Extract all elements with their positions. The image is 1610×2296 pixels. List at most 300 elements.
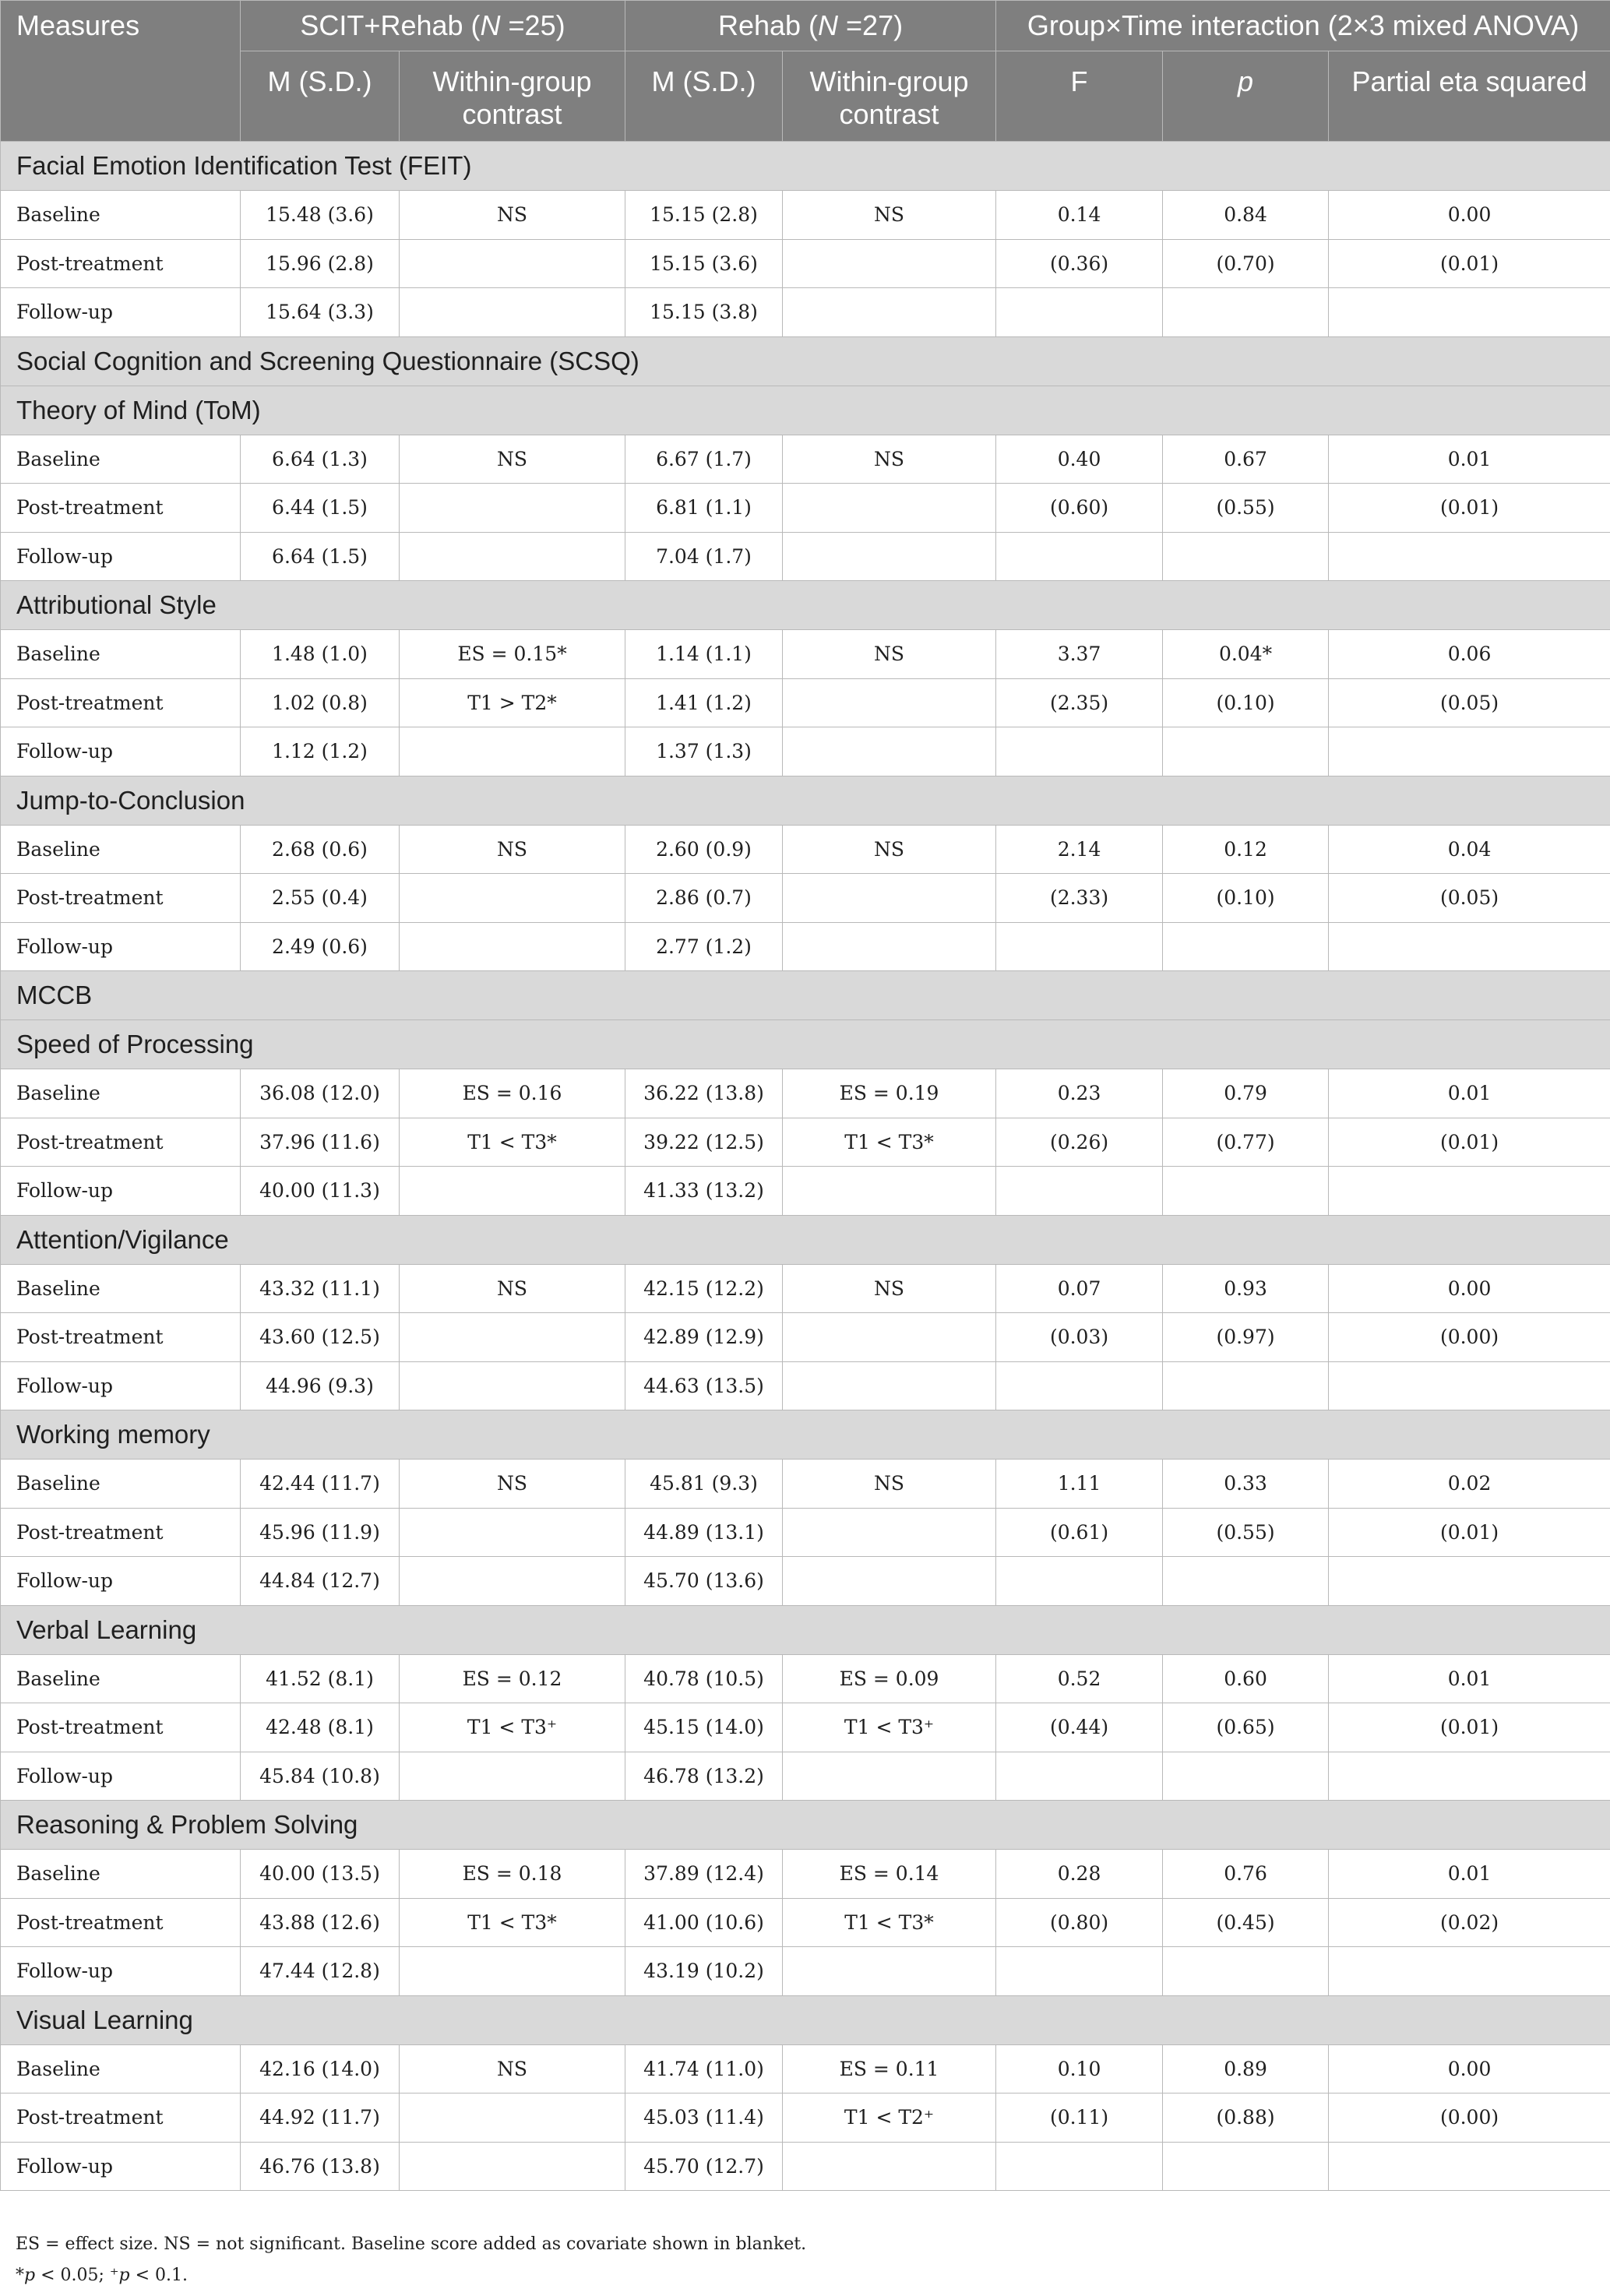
cell-row-label: Post-treatment [1,1703,241,1752]
cell-interaction-eta [1329,288,1610,337]
cell-rehab-mean-sd: 7.04 (1.7) [625,532,783,581]
cell-scit-within: ES = 0.16 [400,1069,625,1118]
cell-scit-within: NS [400,1264,625,1313]
cell-interaction-f: (2.35) [996,678,1163,727]
note-p1: p [24,2266,36,2285]
cell-scit-within [400,239,625,288]
cell-interaction-p: 0.76 [1163,1850,1329,1899]
table-row [1,2142,1610,2191]
cell-rehab-mean-sd: 45.70 (12.7) [625,2142,783,2191]
cell-row-label: Baseline [1,191,241,240]
section-row [1,1215,1610,1264]
cell-row-label: Baseline [1,825,241,874]
section-row [1,1801,1610,1850]
cell-rehab-mean-sd: 46.78 (13.2) [625,1752,783,1801]
cell-interaction-p: (0.10) [1163,678,1329,727]
section-label: Working memory [1,1410,1610,1460]
cell-row-label: Baseline [1,435,241,484]
note-mid: < 0.05; [35,2266,110,2285]
section-row [1,971,1610,1020]
cell-interaction-f: (0.36) [996,239,1163,288]
cell-rehab-mean-sd: 15.15 (3.6) [625,239,783,288]
cell-interaction-f: 2.14 [996,825,1163,874]
cell-interaction-eta [1329,532,1610,581]
cell-scit-mean-sd: 6.64 (1.5) [241,532,400,581]
cell-interaction-p [1163,1947,1329,1996]
cell-interaction-f: 1.11 [996,1460,1163,1509]
table-row [1,1167,1610,1216]
cell-interaction-eta [1329,2142,1610,2191]
header-row-groups [1,1,1610,51]
cell-interaction-p [1163,532,1329,581]
cell-rehab-mean-sd: 42.15 (12.2) [625,1264,783,1313]
cell-rehab-within: ES = 0.14 [783,1850,996,1899]
cell-interaction-p: (0.45) [1163,1898,1329,1947]
cell-interaction-f: (2.33) [996,874,1163,923]
cell-scit-within [400,288,625,337]
cell-row-label: Baseline [1,1850,241,1899]
cell-rehab-mean-sd: 6.67 (1.7) [625,435,783,484]
note-p2: p [118,2266,130,2285]
table-row [1,435,1610,484]
cell-interaction-eta [1329,1557,1610,1606]
cell-interaction-p: (0.70) [1163,239,1329,288]
cell-interaction-p: (0.88) [1163,2094,1329,2143]
cell-interaction-p [1163,727,1329,776]
table-row [1,1264,1610,1313]
cell-scit-mean-sd: 2.49 (0.6) [241,922,400,971]
table-row [1,1313,1610,1362]
cell-rehab-mean-sd: 1.14 (1.1) [625,630,783,679]
cell-interaction-p [1163,288,1329,337]
cell-scit-within [400,2142,625,2191]
cell-interaction-f: (0.03) [996,1313,1163,1362]
cell-rehab-mean-sd: 15.15 (3.8) [625,288,783,337]
cell-rehab-mean-sd: 45.70 (13.6) [625,1557,783,1606]
cell-interaction-f [996,1752,1163,1801]
cell-scit-within: T1 < T3* [400,1118,625,1167]
cell-row-label: Baseline [1,1460,241,1509]
cell-rehab-mean-sd: 2.77 (1.2) [625,922,783,971]
cell-scit-within: NS [400,435,625,484]
cell-scit-within: ES = 0.15* [400,630,625,679]
note-significance [16,2260,806,2291]
cell-row-label: Follow-up [1,1361,241,1410]
header-mean-sd-group2: M (S.D.) [625,51,783,142]
cell-rehab-mean-sd: 6.81 (1.1) [625,484,783,533]
cell-interaction-f: (0.60) [996,484,1163,533]
cell-row-label: Follow-up [1,1947,241,1996]
cell-rehab-mean-sd: 1.41 (1.2) [625,678,783,727]
cell-interaction-f: 0.28 [996,1850,1163,1899]
cell-interaction-f [996,288,1163,337]
cell-row-label: Follow-up [1,727,241,776]
cell-scit-mean-sd: 6.64 (1.3) [241,435,400,484]
note-plus: ⁺ [109,2266,119,2285]
header-row-sub [1,51,1610,142]
cell-interaction-eta: 0.00 [1329,2044,1610,2094]
section-row [1,142,1610,191]
cell-interaction-eta: (0.01) [1329,239,1610,288]
cell-scit-within: ES = 0.12 [400,1654,625,1703]
cell-rehab-mean-sd: 15.15 (2.8) [625,191,783,240]
cell-scit-mean-sd: 42.16 (14.0) [241,2044,400,2094]
cell-row-label: Post-treatment [1,874,241,923]
cell-scit-within [400,1752,625,1801]
cell-interaction-eta [1329,1361,1610,1410]
cell-interaction-f: (0.61) [996,1508,1163,1557]
cell-scit-mean-sd: 45.96 (11.9) [241,1508,400,1557]
cell-row-label: Baseline [1,2044,241,2094]
cell-rehab-within [783,874,996,923]
table-row [1,1361,1610,1410]
cell-scit-mean-sd: 15.48 (3.6) [241,191,400,240]
cell-scit-within: NS [400,1460,625,1509]
cell-rehab-mean-sd: 45.81 (9.3) [625,1460,783,1509]
cell-interaction-f [996,532,1163,581]
cell-rehab-mean-sd: 45.15 (14.0) [625,1703,783,1752]
table-row [1,532,1610,581]
table-row [1,1898,1610,1947]
cell-row-label: Follow-up [1,1752,241,1801]
cell-interaction-eta: (0.01) [1329,484,1610,533]
cell-scit-within: NS [400,2044,625,2094]
cell-row-label: Follow-up [1,922,241,971]
cell-scit-mean-sd: 43.60 (12.5) [241,1313,400,1362]
cell-interaction-f: (0.44) [996,1703,1163,1752]
cell-scit-mean-sd: 41.52 (8.1) [241,1654,400,1703]
cell-rehab-mean-sd: 39.22 (12.5) [625,1118,783,1167]
cell-scit-mean-sd: 6.44 (1.5) [241,484,400,533]
cell-rehab-within: NS [783,435,996,484]
cell-interaction-p: 0.60 [1163,1654,1329,1703]
cell-interaction-p [1163,922,1329,971]
cell-rehab-mean-sd: 45.03 (11.4) [625,2094,783,2143]
cell-rehab-mean-sd: 44.63 (13.5) [625,1361,783,1410]
cell-rehab-within: NS [783,630,996,679]
table-body [1,142,1610,2191]
header-within-group1: Within-group contrast [400,51,625,142]
cell-rehab-mean-sd: 42.89 (12.9) [625,1313,783,1362]
section-label: Visual Learning [1,1995,1610,2044]
cell-scit-within [400,874,625,923]
section-label: Verbal Learning [1,1605,1610,1654]
cell-row-label: Follow-up [1,1167,241,1216]
cell-interaction-f [996,1361,1163,1410]
cell-scit-within: ES = 0.18 [400,1850,625,1899]
section-label: Reasoning & Problem Solving [1,1801,1610,1850]
cell-interaction-eta [1329,922,1610,971]
cell-rehab-mean-sd: 41.33 (13.2) [625,1167,783,1216]
note-star: * [16,2266,24,2285]
cell-interaction-p [1163,1167,1329,1216]
cell-rehab-within: NS [783,1264,996,1313]
table-row [1,1947,1610,1996]
cell-row-label: Post-treatment [1,2094,241,2143]
cell-interaction-p [1163,1361,1329,1410]
cell-interaction-p: 0.12 [1163,825,1329,874]
cell-scit-mean-sd: 43.32 (11.1) [241,1264,400,1313]
cell-interaction-p: (0.55) [1163,484,1329,533]
cell-interaction-eta: 0.00 [1329,1264,1610,1313]
cell-rehab-mean-sd: 2.60 (0.9) [625,825,783,874]
cell-row-label: Post-treatment [1,1313,241,1362]
section-row [1,336,1610,386]
cell-interaction-f: (0.11) [996,2094,1163,2143]
cell-row-label: Baseline [1,1264,241,1313]
cell-interaction-eta: 0.04 [1329,825,1610,874]
cell-row-label: Post-treatment [1,484,241,533]
cell-rehab-within [783,1167,996,1216]
table-row [1,1654,1610,1703]
cell-interaction-p [1163,1557,1329,1606]
group1-n-symbol: N [480,9,501,41]
cell-rehab-mean-sd: 40.78 (10.5) [625,1654,783,1703]
cell-rehab-within [783,484,996,533]
cell-interaction-eta: 0.01 [1329,1069,1610,1118]
cell-interaction-eta: (0.05) [1329,874,1610,923]
cell-scit-within: T1 < T3⁺ [400,1703,625,1752]
cell-rehab-mean-sd: 2.86 (0.7) [625,874,783,923]
header-interaction: Group×Time interaction (2×3 mixed ANOVA) [996,1,1610,51]
cell-interaction-eta: 0.00 [1329,191,1610,240]
note-end: < 0.1. [129,2266,188,2285]
cell-interaction-p: 0.67 [1163,435,1329,484]
cell-scit-mean-sd: 44.84 (12.7) [241,1557,400,1606]
cell-interaction-eta [1329,1752,1610,1801]
cell-interaction-eta: 0.02 [1329,1460,1610,1509]
table-row [1,727,1610,776]
table-row [1,678,1610,727]
cell-row-label: Post-treatment [1,1508,241,1557]
section-row [1,1995,1610,2044]
cell-interaction-f: 0.52 [996,1654,1163,1703]
cell-interaction-eta [1329,727,1610,776]
section-label: Facial Emotion Identification Test (FEIT) [1,142,1610,191]
cell-interaction-p: (0.65) [1163,1703,1329,1752]
table-row [1,239,1610,288]
cell-interaction-p: 0.84 [1163,191,1329,240]
cell-interaction-eta: (0.05) [1329,678,1610,727]
cell-interaction-p [1163,2142,1329,2191]
section-label: Theory of Mind (ToM) [1,386,1610,435]
cell-interaction-f: 0.14 [996,191,1163,240]
table-row [1,1850,1610,1899]
table-row [1,1460,1610,1509]
cell-row-label: Post-treatment [1,1118,241,1167]
cell-interaction-eta: (0.01) [1329,1703,1610,1752]
cell-rehab-within: ES = 0.11 [783,2044,996,2094]
table-row [1,2094,1610,2143]
cell-rehab-within [783,532,996,581]
header-f: F [996,51,1163,142]
cell-rehab-within: T1 < T3⁺ [783,1703,996,1752]
cell-interaction-f [996,2142,1163,2191]
cell-interaction-p [1163,1752,1329,1801]
cell-rehab-within [783,239,996,288]
cell-scit-mean-sd: 15.64 (3.3) [241,288,400,337]
section-row [1,1020,1610,1069]
table-row [1,191,1610,240]
cell-scit-within [400,1947,625,1996]
cell-rehab-within: NS [783,825,996,874]
cell-interaction-p: (0.97) [1163,1313,1329,1362]
cell-scit-mean-sd: 2.55 (0.4) [241,874,400,923]
section-row [1,1605,1610,1654]
cell-scit-mean-sd: 40.00 (13.5) [241,1850,400,1899]
table-row [1,874,1610,923]
cell-row-label: Follow-up [1,2142,241,2191]
cell-scit-mean-sd: 2.68 (0.6) [241,825,400,874]
section-label: Social Cognition and Screening Questionnaire (SCSQ) [1,336,1610,386]
cell-rehab-within [783,727,996,776]
section-row [1,776,1610,825]
cell-row-label: Baseline [1,630,241,679]
cell-row-label: Follow-up [1,532,241,581]
cell-rehab-within: NS [783,191,996,240]
header-group-rehab [625,1,996,51]
cell-rehab-mean-sd: 1.37 (1.3) [625,727,783,776]
cell-interaction-eta: (0.00) [1329,1313,1610,1362]
cell-interaction-eta: 0.06 [1329,630,1610,679]
note-abbreviations: ES = effect size. NS = not significant. Baseline score added as covariate shown in blanket. [16,2234,807,2254]
cell-scit-within [400,2094,625,2143]
cell-row-label: Post-treatment [1,1898,241,1947]
cell-rehab-within: T1 < T3* [783,1898,996,1947]
cell-rehab-within: ES = 0.19 [783,1069,996,1118]
cell-scit-within [400,484,625,533]
cell-rehab-mean-sd: 36.22 (13.8) [625,1069,783,1118]
cell-scit-within [400,1361,625,1410]
cell-interaction-f: 0.23 [996,1069,1163,1118]
cell-interaction-eta: 0.01 [1329,1654,1610,1703]
cell-interaction-eta: (0.00) [1329,2094,1610,2143]
cell-scit-within: NS [400,191,625,240]
cell-scit-within [400,1167,625,1216]
cell-rehab-within [783,288,996,337]
group1-n-value: =25) [500,9,565,41]
group1-name: SCIT+Rehab ( [300,9,481,41]
table-notes [16,2229,806,2291]
cell-interaction-f: 0.10 [996,2044,1163,2094]
cell-scit-mean-sd: 1.12 (1.2) [241,727,400,776]
cell-rehab-mean-sd: 41.74 (11.0) [625,2044,783,2094]
section-label: Jump-to-Conclusion [1,776,1610,825]
cell-interaction-f: (0.26) [996,1118,1163,1167]
cell-scit-mean-sd: 1.02 (0.8) [241,678,400,727]
cell-interaction-eta: 0.01 [1329,1850,1610,1899]
cell-interaction-f [996,1167,1163,1216]
cell-interaction-eta: (0.01) [1329,1118,1610,1167]
cell-scit-mean-sd: 1.48 (1.0) [241,630,400,679]
cell-rehab-mean-sd: 41.00 (10.6) [625,1898,783,1947]
cell-scit-within [400,1557,625,1606]
cell-interaction-p: (0.10) [1163,874,1329,923]
cell-rehab-within [783,1557,996,1606]
cell-interaction-eta [1329,1167,1610,1216]
cell-interaction-f [996,727,1163,776]
cell-scit-mean-sd: 45.84 (10.8) [241,1752,400,1801]
table-row [1,1069,1610,1118]
cell-scit-mean-sd: 47.44 (12.8) [241,1947,400,1996]
cell-scit-within [400,532,625,581]
table-row [1,922,1610,971]
cell-rehab-within [783,1752,996,1801]
cell-rehab-within: T1 < T3* [783,1118,996,1167]
cell-interaction-p: (0.55) [1163,1508,1329,1557]
cell-interaction-f: 3.37 [996,630,1163,679]
cell-rehab-mean-sd: 44.89 (13.1) [625,1508,783,1557]
section-label: MCCB [1,971,1610,1020]
cell-rehab-within [783,678,996,727]
header-p: p [1163,51,1329,142]
cell-row-label: Follow-up [1,288,241,337]
cell-rehab-within [783,1361,996,1410]
cell-scit-within [400,1313,625,1362]
cell-scit-mean-sd: 44.96 (9.3) [241,1361,400,1410]
cell-scit-mean-sd: 37.96 (11.6) [241,1118,400,1167]
section-row [1,581,1610,630]
cell-interaction-eta: 0.01 [1329,435,1610,484]
cell-interaction-f: 0.40 [996,435,1163,484]
table-row [1,1508,1610,1557]
header-within-group2: Within-group contrast [783,51,996,142]
table-row [1,1118,1610,1167]
cell-scit-mean-sd: 43.88 (12.6) [241,1898,400,1947]
cell-interaction-f [996,1557,1163,1606]
cell-row-label: Baseline [1,1069,241,1118]
cell-interaction-p: 0.04* [1163,630,1329,679]
table-row [1,630,1610,679]
header-group-scit-rehab [241,1,625,51]
cell-rehab-within [783,1508,996,1557]
cell-scit-within [400,727,625,776]
table-row [1,484,1610,533]
cell-interaction-f: 0.07 [996,1264,1163,1313]
cell-scit-mean-sd: 46.76 (13.8) [241,2142,400,2191]
cell-interaction-f [996,922,1163,971]
cell-rehab-within: ES = 0.09 [783,1654,996,1703]
cell-row-label: Follow-up [1,1557,241,1606]
header-mean-sd-group1: M (S.D.) [241,51,400,142]
cell-interaction-p: 0.89 [1163,2044,1329,2094]
cell-rehab-within [783,922,996,971]
cell-scit-within [400,922,625,971]
cell-rehab-within [783,1947,996,1996]
header-eta: Partial eta squared [1329,51,1610,142]
cell-interaction-p: (0.77) [1163,1118,1329,1167]
cell-row-label: Post-treatment [1,678,241,727]
table-row [1,1557,1610,1606]
table-header [1,1,1610,142]
cell-rehab-within [783,2142,996,2191]
section-row [1,386,1610,435]
cell-rehab-mean-sd: 37.89 (12.4) [625,1850,783,1899]
cell-scit-mean-sd: 15.96 (2.8) [241,239,400,288]
cell-rehab-within: T1 < T2⁺ [783,2094,996,2143]
cell-row-label: Baseline [1,1654,241,1703]
group2-n-symbol: N [818,9,839,41]
cell-scit-mean-sd: 44.92 (11.7) [241,2094,400,2143]
cell-interaction-eta: (0.01) [1329,1508,1610,1557]
cell-scit-mean-sd: 36.08 (12.0) [241,1069,400,1118]
section-row [1,1410,1610,1460]
group2-name: Rehab ( [717,9,819,41]
cell-interaction-p: 0.79 [1163,1069,1329,1118]
cell-rehab-within: NS [783,1460,996,1509]
section-label: Speed of Processing [1,1020,1610,1069]
cell-scit-within: NS [400,825,625,874]
